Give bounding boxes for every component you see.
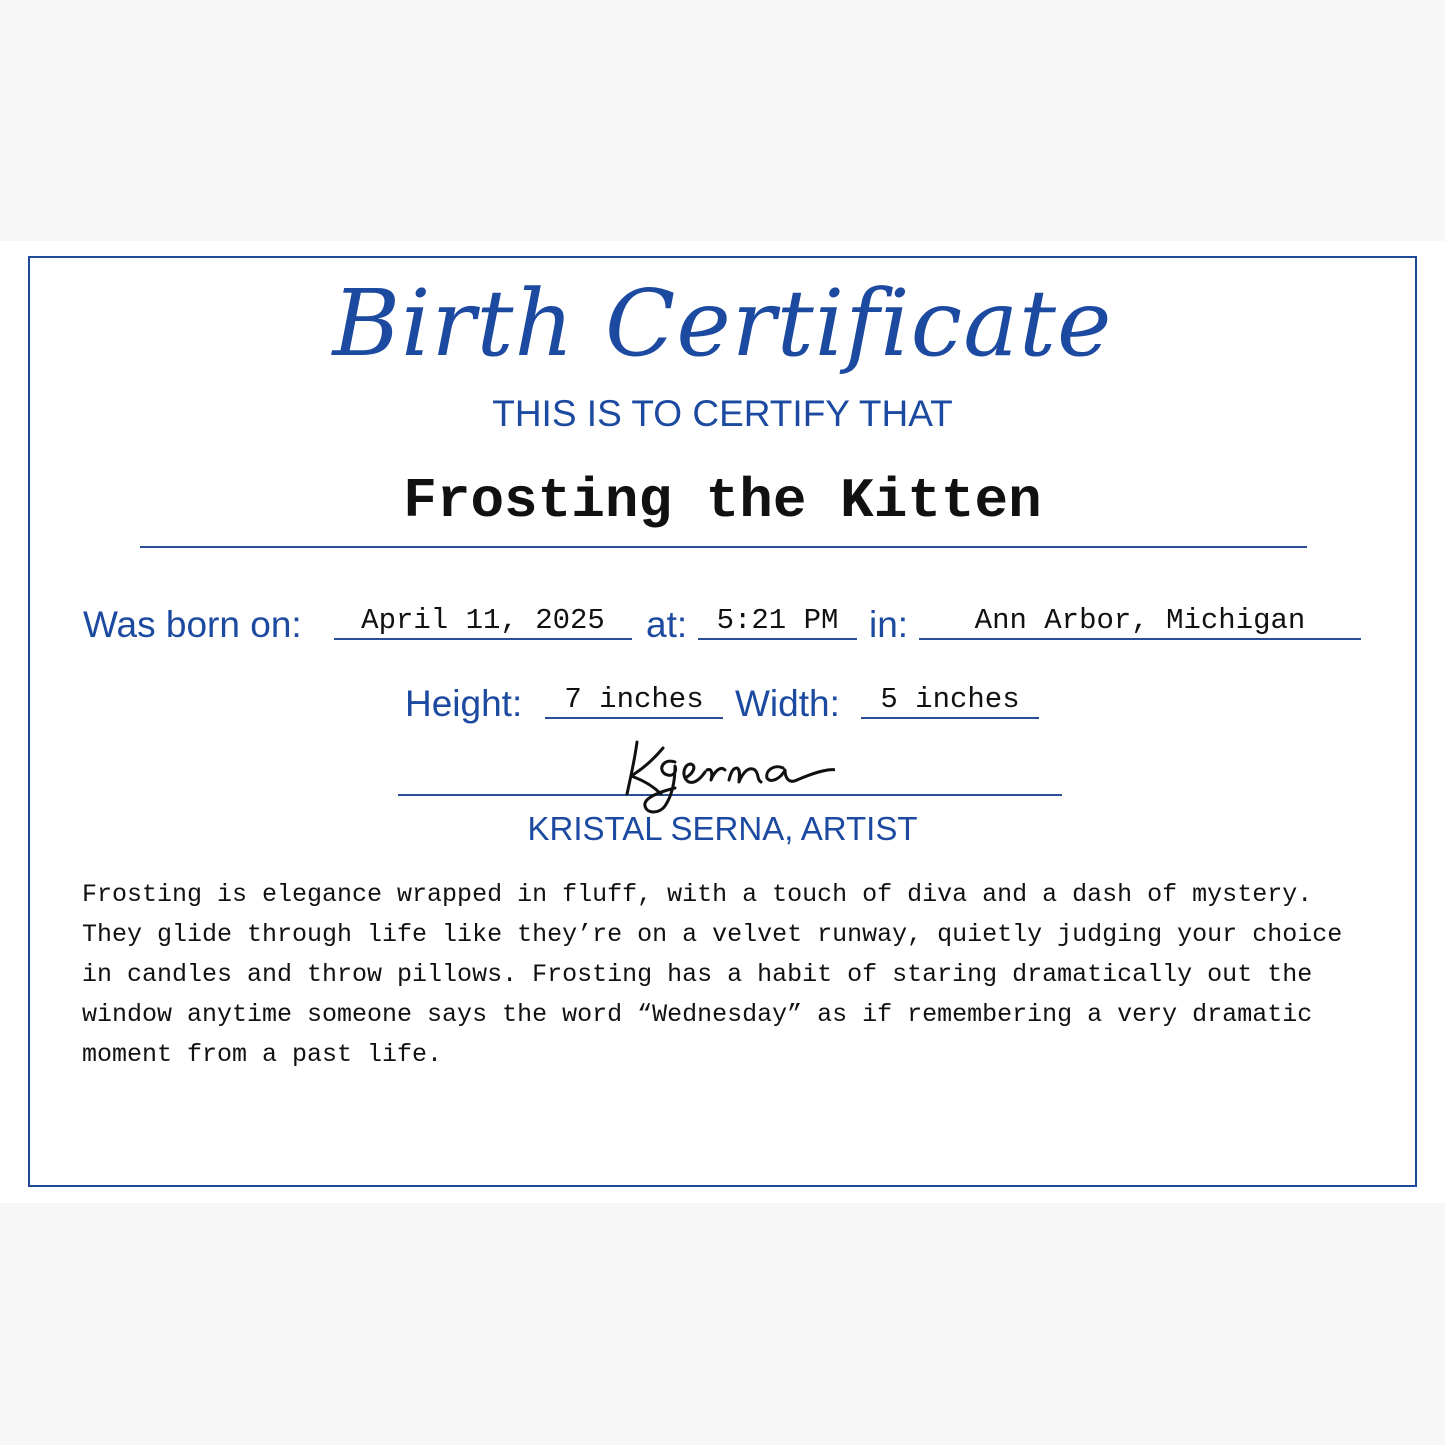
born-label: Was born on: xyxy=(83,604,302,645)
certificate-subtitle: THIS IS TO CERTIFY THAT xyxy=(492,393,953,434)
pet-name: Frosting the Kitten xyxy=(403,469,1042,533)
signature-image xyxy=(615,728,835,818)
certificate-sheet xyxy=(0,241,1445,1203)
certificate-title: Birth Certificate xyxy=(332,270,1113,377)
height-label: Height: xyxy=(405,683,523,724)
width-field: 5 inches xyxy=(861,683,1039,719)
certificate-frame xyxy=(28,256,1417,1187)
width-label: Width: xyxy=(735,683,840,724)
artist-name: KRISTAL SERNA, ARTIST xyxy=(527,810,918,847)
birth-place-field: Ann Arbor, Michigan xyxy=(919,604,1361,640)
birth-time-field: 5:21 PM xyxy=(698,604,857,640)
name-underline xyxy=(140,546,1307,548)
height-field: 7 inches xyxy=(545,683,723,719)
in-label: in: xyxy=(869,604,909,645)
pet-description: Frosting is elegance wrapped in fluff, with a touch of diva and a dash of mystery. They glide through life like they’re on a velvet runway, quietly judging your choice in candles and throw pillows. Frosting has a habit of staring dramatically out the window anytime someone says the word “Wednesday” as if remembering a very dramatic moment from a past life. xyxy=(82,880,1343,1069)
born-date-field: April 11, 2025 xyxy=(334,604,632,640)
at-label: at: xyxy=(646,604,688,645)
